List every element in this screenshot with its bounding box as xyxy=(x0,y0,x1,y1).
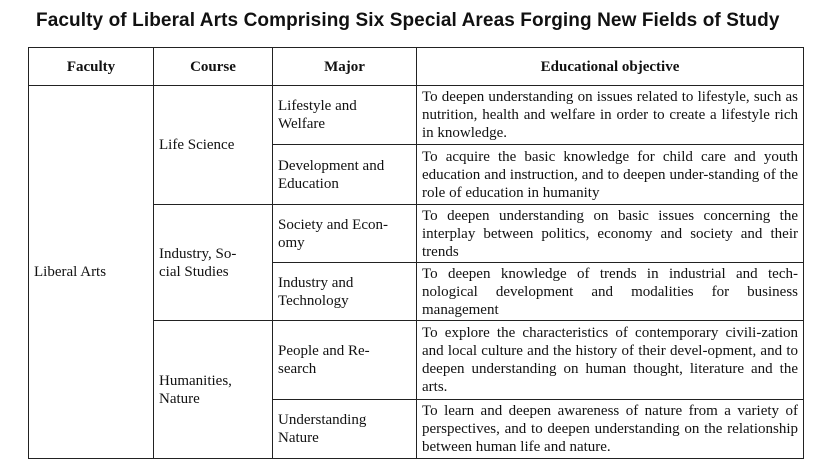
header-major: Major xyxy=(273,48,417,86)
course-label: Life Science xyxy=(159,137,235,154)
major-cell xyxy=(273,86,417,145)
major-cell xyxy=(273,399,417,458)
objective-cell: To deepen knowledge of trends in industrial and tech-nological development and modalities for business management xyxy=(417,263,804,321)
major-cell xyxy=(273,321,417,399)
major-cell xyxy=(273,145,417,205)
header-faculty: Faculty xyxy=(29,48,154,86)
course-cell xyxy=(154,321,273,459)
major-label: Understanding Nature xyxy=(278,411,367,446)
major-label: Development and Education xyxy=(278,157,385,192)
major-label: Lifestyle and Welfare xyxy=(278,98,357,133)
major-label: Industry and Technology xyxy=(278,274,354,309)
course-label: Industry, So- cial Studies xyxy=(159,245,237,280)
objective-cell: To explore the characteristics of contemporary civili-zation and local culture and the history of their devel-opment, and to deepen understanding on human thought, literature and the arts. xyxy=(417,321,804,399)
major-cell xyxy=(273,205,417,263)
header-objective: Educational objective xyxy=(417,48,804,86)
table-row xyxy=(29,86,804,145)
page-title: Faculty of Liberal Arts Comprising Six Special Areas Forging New Fields of Study xyxy=(36,10,780,31)
major-label: Society and Econ- omy xyxy=(278,216,388,251)
header-course: Course xyxy=(154,48,273,86)
course-cell xyxy=(154,86,273,205)
faculty-table xyxy=(28,47,804,459)
faculty-cell: Liberal Arts xyxy=(29,86,154,459)
course-cell xyxy=(154,205,273,321)
course-label: Humanities, Nature xyxy=(159,372,232,407)
major-label: People and Re- search xyxy=(278,343,370,378)
objective-cell: To acquire the basic knowledge for child care and youth education and instruction, and to deepen under-standing of the role of education in humanity xyxy=(417,145,804,205)
objective-cell: To deepen understanding on basic issues concerning the interplay between politics, economy and society and their trends xyxy=(417,205,804,263)
objective-cell: To learn and deepen awareness of nature from a variety of perspectives, and to deepen understanding on the relationship between human life and nature. xyxy=(417,399,804,458)
table-header-row xyxy=(29,48,804,86)
major-cell xyxy=(273,263,417,321)
objective-cell: To deepen understanding on issues related to lifestyle, such as nutrition, health and welfare in order to create a lifestyle rich in knowledge. xyxy=(417,86,804,145)
